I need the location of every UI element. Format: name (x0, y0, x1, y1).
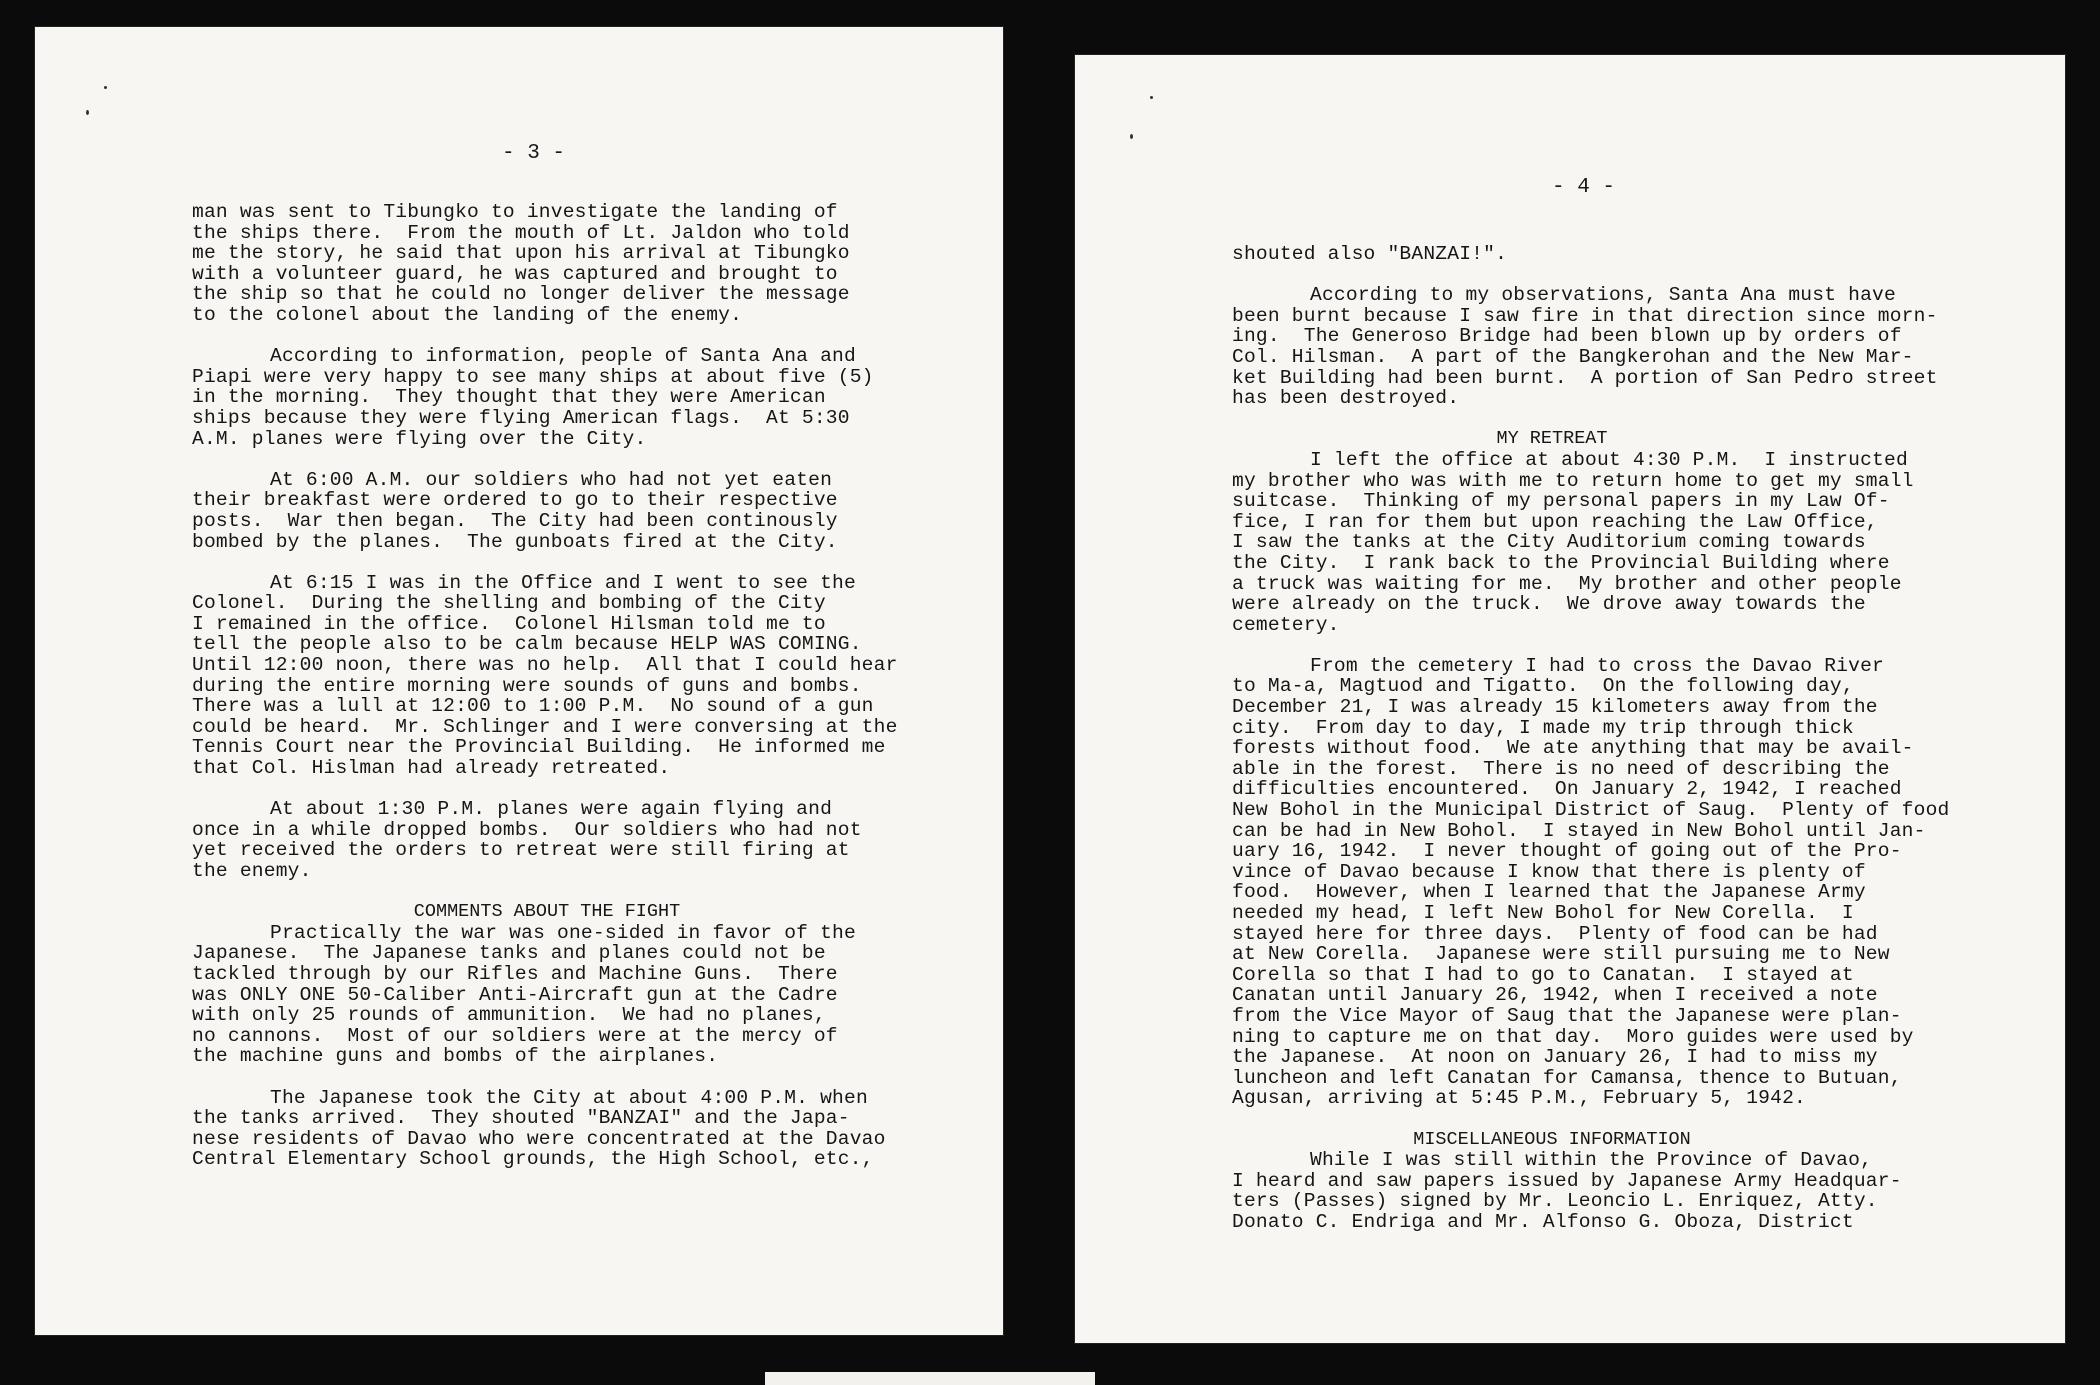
text-line: bombed by the planes. The gunboats fired at the City. (192, 530, 838, 553)
text-line: my brother who was with me to return home to get my small (1232, 469, 1914, 492)
text-line: was ONLY ONE 50-Caliber Anti-Aircraft gun at the Cadre (192, 983, 838, 1006)
text-line: stayed here for three days. Plenty of food can be had (1232, 922, 1878, 945)
text-line: to the colonel about the landing of the enemy. (192, 303, 743, 326)
text-line: Corella so that I had to go to Canatan. I stayed at (1232, 963, 1854, 986)
text-line: vince of Davao because I know that there is plenty of (1232, 860, 1866, 883)
page-text (192, 202, 962, 1191)
text-line: At 6:00 A.M. our soldiers who had not yet eaten (270, 468, 833, 491)
text-line: suitcase. Thinking of my personal papers in my Law Of- (1232, 490, 1890, 513)
text-line: were already on the truck. We drove away towards the (1232, 593, 1866, 616)
text-line: uary 16, 1942. I never thought of going out of the Pro- (1232, 840, 1902, 863)
text-line: According to my observations, Santa Ana must have (1310, 284, 1896, 307)
text-line: cemetery. (1232, 613, 1340, 636)
text-line: ships because they were flying American flags. At 5:30 (192, 406, 850, 429)
scan-speck (1130, 134, 1133, 139)
text-line: ing. The Generoso Bridge had been blown up by orders of (1232, 325, 1902, 348)
document-page-right (1074, 54, 2066, 1344)
text-line: ning to capture me on that day. Moro guides were used by (1232, 1025, 1914, 1048)
text-line: the enemy. (192, 860, 312, 882)
text-line: forests without food. We ate anything that may be avail- (1232, 737, 1914, 760)
text-line: fice, I ran for them but upon reaching the Law Office, (1232, 510, 1878, 533)
text-line: difficulties encountered. On January 2, 1942, I reached (1232, 778, 1902, 801)
paragraph (192, 799, 962, 881)
text-line: shouted also "BANZAI!". (1232, 243, 1508, 265)
text-line: posts. War then began. The City had been continously (192, 509, 838, 532)
paper-edge (765, 1372, 1095, 1385)
text-line: I remained in the office. Colonel Hilsman told me to (192, 612, 826, 635)
text-line: I heard and saw papers issued by Japanese Army Headquar- (1232, 1169, 1902, 1192)
page-number: - 3 - (502, 142, 566, 165)
heading-text: COMMENTS ABOUT THE FIGHT (413, 901, 681, 923)
text-line: Tennis Court near the Provincial Building. He informed me (192, 736, 886, 759)
paragraph (1232, 450, 2022, 635)
text-line: the machine guns and bombs of the airplanes. (192, 1045, 719, 1068)
scan-speck (1150, 96, 1153, 99)
text-line: ket Building had been burnt. A portion of San Pedro street (1232, 366, 1938, 389)
paragraph (192, 470, 962, 552)
scan-speck (86, 110, 89, 115)
text-line: the ships there. From the mouth of Lt. Jaldon who told (192, 221, 850, 244)
text-line: from the Vice Mayor of Saug that the Japanese were plan- (1232, 1004, 1902, 1027)
text-line: once in a while dropped bombs. Our soldiers who had not (192, 818, 862, 841)
text-line: At about 1:30 P.M. planes were again flying and (270, 798, 833, 821)
paragraph (1232, 244, 2022, 265)
paragraph (192, 573, 962, 779)
text-line: needed my head, I left New Bohol for New Corella. I (1232, 902, 1854, 924)
text-line: There was a lull at 12:00 to 1:00 P.M. No sound of a gun (192, 695, 874, 718)
document-page-left (34, 26, 1004, 1336)
text-line: in the morning. They thought that they were American (192, 386, 826, 409)
scan-speck (104, 86, 107, 89)
text-line: during the entire morning were sounds of guns and bombs. (192, 674, 862, 697)
text-line: Practically the war was one-sided in favor of the (270, 921, 856, 944)
text-line: to Ma-a, Magtuod and Tigatto. On the following day, (1232, 675, 1854, 698)
paragraph (192, 202, 962, 326)
text-line: I left the office at about 4:30 P.M. I instructed (1310, 448, 1908, 471)
text-line: that Col. Hislman had already retreated. (192, 757, 671, 780)
text-line: tackled through by our Rifles and Machine Guns. There (192, 962, 838, 985)
text-line: December 21, I was already 15 kilometers away from the (1232, 696, 1878, 719)
paragraph (192, 346, 962, 449)
section-heading (192, 902, 962, 923)
text-line: man was sent to Tibungko to investigate the landing of (192, 201, 838, 223)
paragraph (192, 1088, 962, 1170)
text-line: ters (Passes) signed by Mr. Leoncio L. Enriquez, Atty. (1232, 1190, 1878, 1213)
text-line: the tanks arrived. They shouted "BANZAI" and the Japa- (192, 1107, 850, 1130)
text-line: Agusan, arriving at 5:45 P.M., February 5, 1942. (1232, 1087, 1806, 1110)
section-heading (1232, 429, 2022, 450)
text-line: city. From day to day, I made my trip through thick (1232, 716, 1854, 739)
text-line: with a volunteer guard, he was captured and brought to (192, 262, 838, 285)
text-line: been burnt because I saw fire in that direction since morn- (1232, 304, 1938, 327)
text-line: the ship so that he could no longer deliver the message (192, 283, 850, 306)
text-line: me the story, he said that upon his arrival at Tibungko (192, 242, 850, 265)
text-line: Until 12:00 noon, there was no help. All that I could hear (192, 654, 898, 677)
text-line: no cannons. Most of our soldiers were at the mercy of (192, 1024, 838, 1047)
text-line: able in the forest. There is no need of describing the (1232, 757, 1890, 780)
section-heading (1232, 1130, 2022, 1151)
text-line: their breakfast were ordered to go to their respective (192, 489, 838, 512)
heading-text: MISCELLANEOUS INFORMATION (1413, 1128, 1691, 1150)
text-line: While I was still within the Province of Davao, (1310, 1149, 1873, 1172)
text-line: Colonel. During the shelling and bombing of the City (192, 592, 826, 615)
page-text (1232, 244, 2022, 1253)
text-line: yet received the orders to retreat were still firing at (192, 839, 850, 862)
paragraph (1232, 285, 2022, 409)
text-line: could be heard. Mr. Schlinger and I were conversing at the (192, 715, 898, 738)
text-line: I saw the tanks at the City Auditorium coming towards (1232, 531, 1866, 554)
text-line: with only 25 rounds of ammunition. We had no planes, (192, 1004, 826, 1027)
text-line: From the cemetery I had to cross the Davao River (1310, 654, 1884, 677)
paragraph (1232, 1150, 2022, 1232)
paragraph (192, 923, 962, 1067)
text-line: Central Elementary School grounds, the High School, etc., (192, 1148, 874, 1171)
text-line: Piapi were very happy to see many ships at about five (5) (192, 365, 874, 388)
text-line: luncheon and left Canatan for Camansa, thence to Butuan, (1232, 1066, 1902, 1089)
text-line: can be had in New Bohol. I stayed in New Bohol until Jan- (1232, 819, 1926, 842)
text-line: at New Corella. Japanese were still pursuing me to New (1232, 943, 1890, 966)
text-line: Japanese. The Japanese tanks and planes could not be (192, 942, 826, 965)
text-line: has been destroyed. (1232, 387, 1460, 410)
text-line: At 6:15 I was in the Office and I went to see the (270, 571, 856, 594)
text-line: New Bohol in the Municipal District of Saug. Plenty of food (1232, 799, 1950, 822)
text-line: a truck was waiting for me. My brother and other people (1232, 572, 1902, 595)
text-line: Canatan until January 26, 1942, when I received a note (1232, 984, 1878, 1007)
text-line: nese residents of Davao who were concentrated at the Davao (192, 1127, 886, 1150)
text-line: food. However, when I learned that the Japanese Army (1232, 881, 1866, 904)
text-line: the Japanese. At noon on January 26, I had to miss my (1232, 1046, 1878, 1069)
text-line: According to information, people of Santa Ana and (270, 345, 856, 368)
text-line: The Japanese took the City at about 4:00 P.M. when (270, 1086, 868, 1109)
page-number: - 4 - (1552, 176, 1616, 199)
text-line: A.M. planes were flying over the City. (192, 427, 647, 450)
paragraph (1232, 656, 2022, 1109)
text-line: Donato C. Endriga and Mr. Alfonso G. Oboza, District (1232, 1210, 1854, 1233)
text-line: the City. I rank back to the Provincial Building where (1232, 551, 1890, 574)
text-line: Col. Hilsman. A part of the Bangkerohan and the New Mar- (1232, 345, 1914, 368)
heading-text: MY RETREAT (1496, 428, 1608, 450)
text-line: tell the people also to be calm because HELP WAS COMING. (192, 633, 862, 656)
